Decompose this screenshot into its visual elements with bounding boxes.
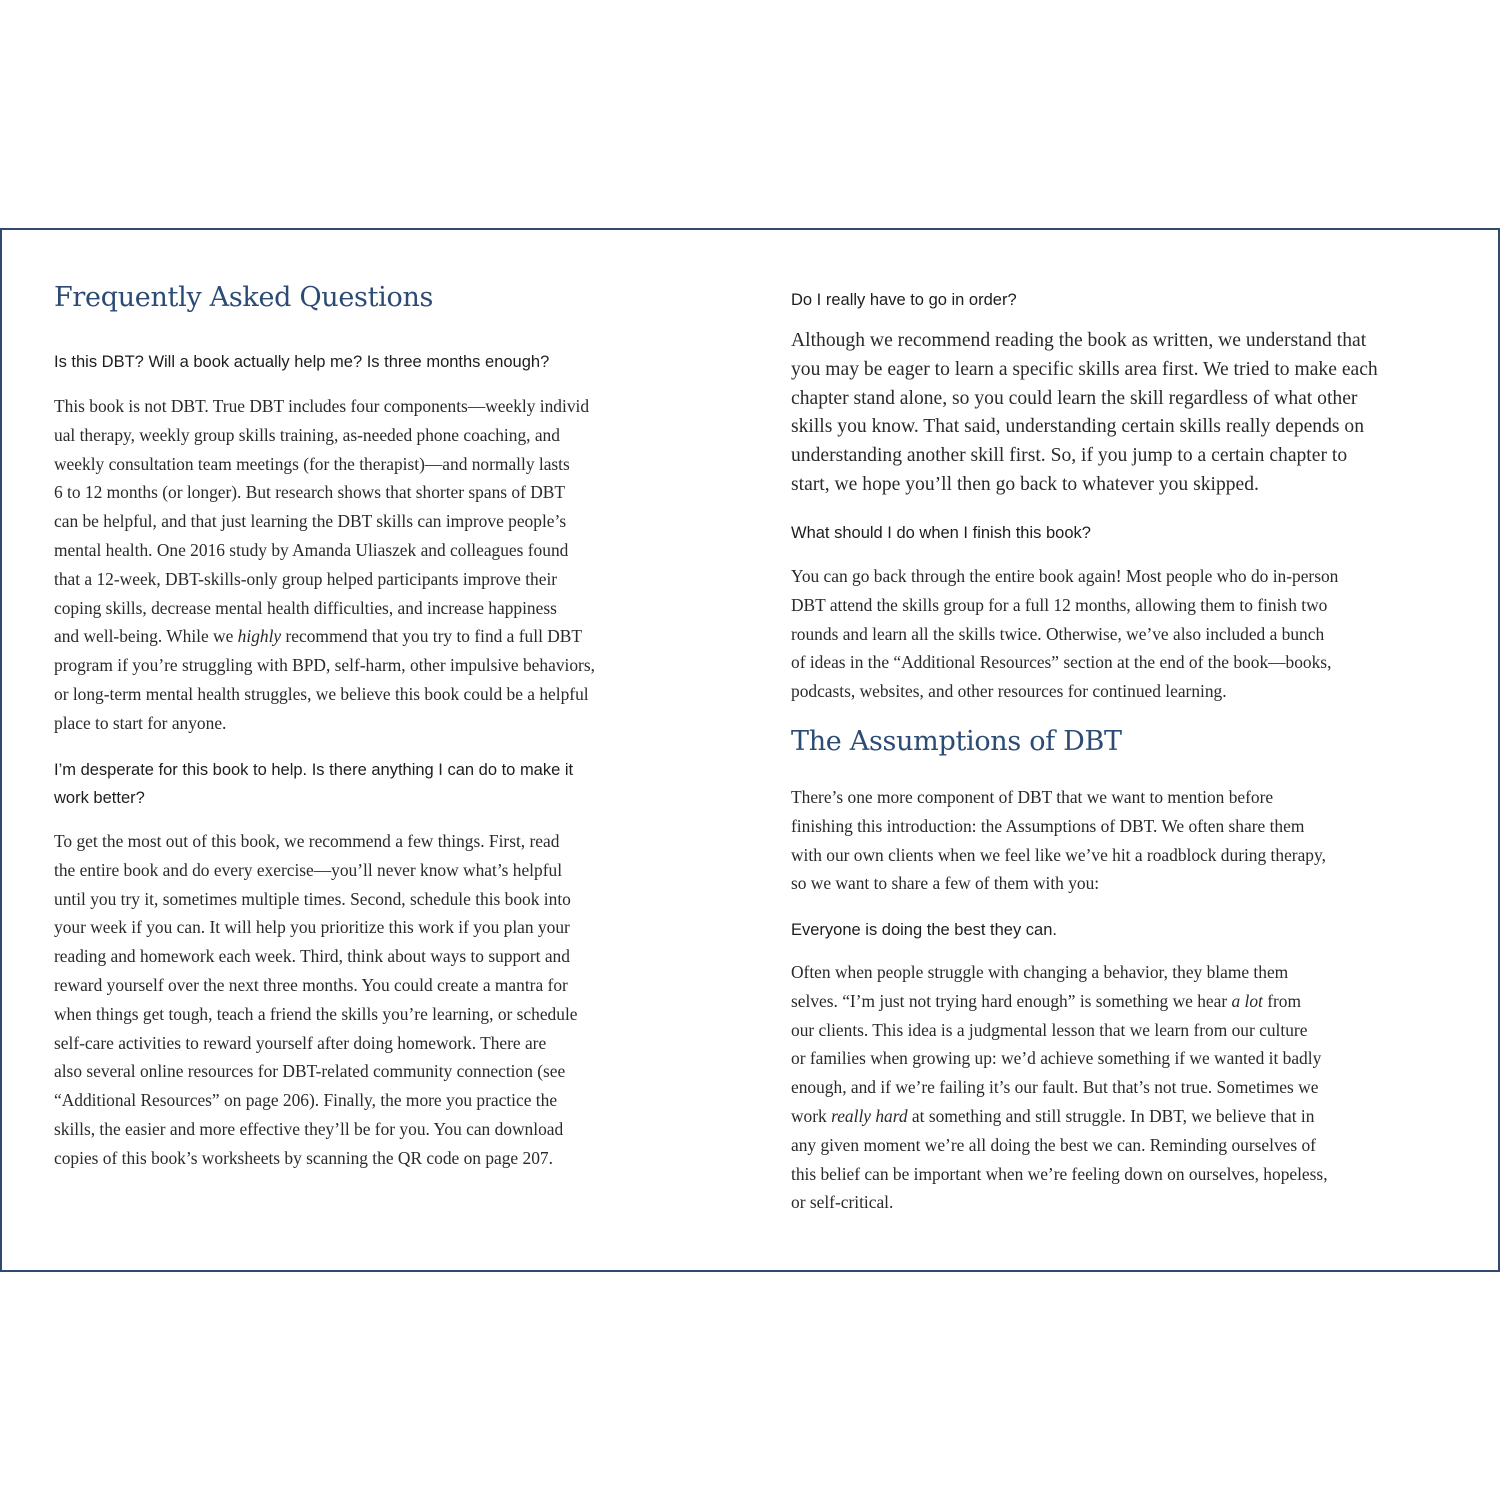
question-desperate: I’m desperate for this book to help. Is there anything I can do to make it work better? (54, 761, 574, 807)
faq-title: Frequently Asked Questions (54, 282, 434, 313)
answer-finish: You can go back through the entire book again! Most people who do in-person DBT attend the skills group for a full 12 months, allowing them to finish two rounds and learn all the skills twice. Otherwise, we’ve also included a bunch of ideas in the “Additional Resources” section at the end of the book—books, podcasts, websites, and other resources for continued learning. (791, 566, 1339, 702)
assumptions-intro: There’s one more component of DBT that we want to mention before finishing this introduction: the Assumptions of DBT. We often share them with our own clients when we feel like we’ve hit a roadblock during therapy, so we want to share a few of them with you: (791, 787, 1326, 894)
assumptions-title: The Assumptions of DBT (791, 726, 1122, 757)
answer-desperate: To get the most out of this book, we recommend a few things. First, read the entire book and do every exercise—you’ll never know what’s helpful until you try it, sometimes multiple times. Second, schedule this book into your week if you can. It will help you prioritize this work if you plan your reading and homework each week. Third, think about ways to support and reward yourself over the next three months. You could create a mantra for when things get tough, teach a friend the skills you’re learning, or schedule self-care activities to reward yourself after doing homework. There are also several online resources for DBT-related community connection (see “Additional Resources” on page 206). Finally, the more you practice the skills, the easier and more effective they’ll be for you. You can download copies of this book’s worksheets by scanning the QR code on page 207. (54, 831, 578, 1168)
answer-dbt: This book is not DBT. True DBT includes four components—weekly individ ual therapy, weekly group skills training, as-needed phone coaching, and weekly consultation team meetings (for the therapist)—and normally lasts 6 to 12 months (or longer). But research shows that shorter spans of DBT can be helpful, and that just learning the DBT skills can improve people’s mental health. One 2016 study by Amanda Uliaszek and colleagues found that a 12-week, DBT-skills-only group helped participants improve their coping skills, decrease mental health difficulties, and increase happiness and well-being. While we highly recommend that you try to find a full DBT program if you’re struggling with BPD, self-harm, other impulsive behaviors, or long-term mental health struggles, we believe this book could be a helpful place to start for anyone. (54, 396, 595, 733)
assumption-heading: Everyone is doing the best they can. (791, 921, 1057, 939)
question-order: Do I really have to go in order? (791, 291, 1017, 309)
assumption-body: Often when people struggle with changing a behavior, they blame them selves. “I’m just not trying hard enough” is something we hear a lot from our clients. This idea is a judgmental lesson that we learn from our culture or families when growing up: we’d achieve something if we wanted it badly enough, and if we’re failing it’s our fault. But that’s not true. Sometimes we work really hard at something and still struggle. In DBT, we believe that in any given moment we’re all doing the best we can. Reminding ourselves of this belief can be important when we’re feeling down on ourselves, hopeless, or self-critical. (791, 962, 1328, 1213)
book-spread (0, 228, 1500, 1272)
answer-order: Although we recommend reading the book as written, we understand that you may be eager to learn a specific skills area first. We tried to make each chapter stand alone, so you could learn the skill regardless of what other skills you know. That said, understanding certain skills really depends on understanding another skill first. So, if you jump to a certain chapter to start, we hope you’ll then go back to whatever you skipped. (791, 330, 1378, 495)
question-dbt: Is this DBT? Will a book actually help me? Is three months enough? (54, 353, 550, 371)
question-finish: What should I do when I finish this book? (791, 524, 1091, 542)
